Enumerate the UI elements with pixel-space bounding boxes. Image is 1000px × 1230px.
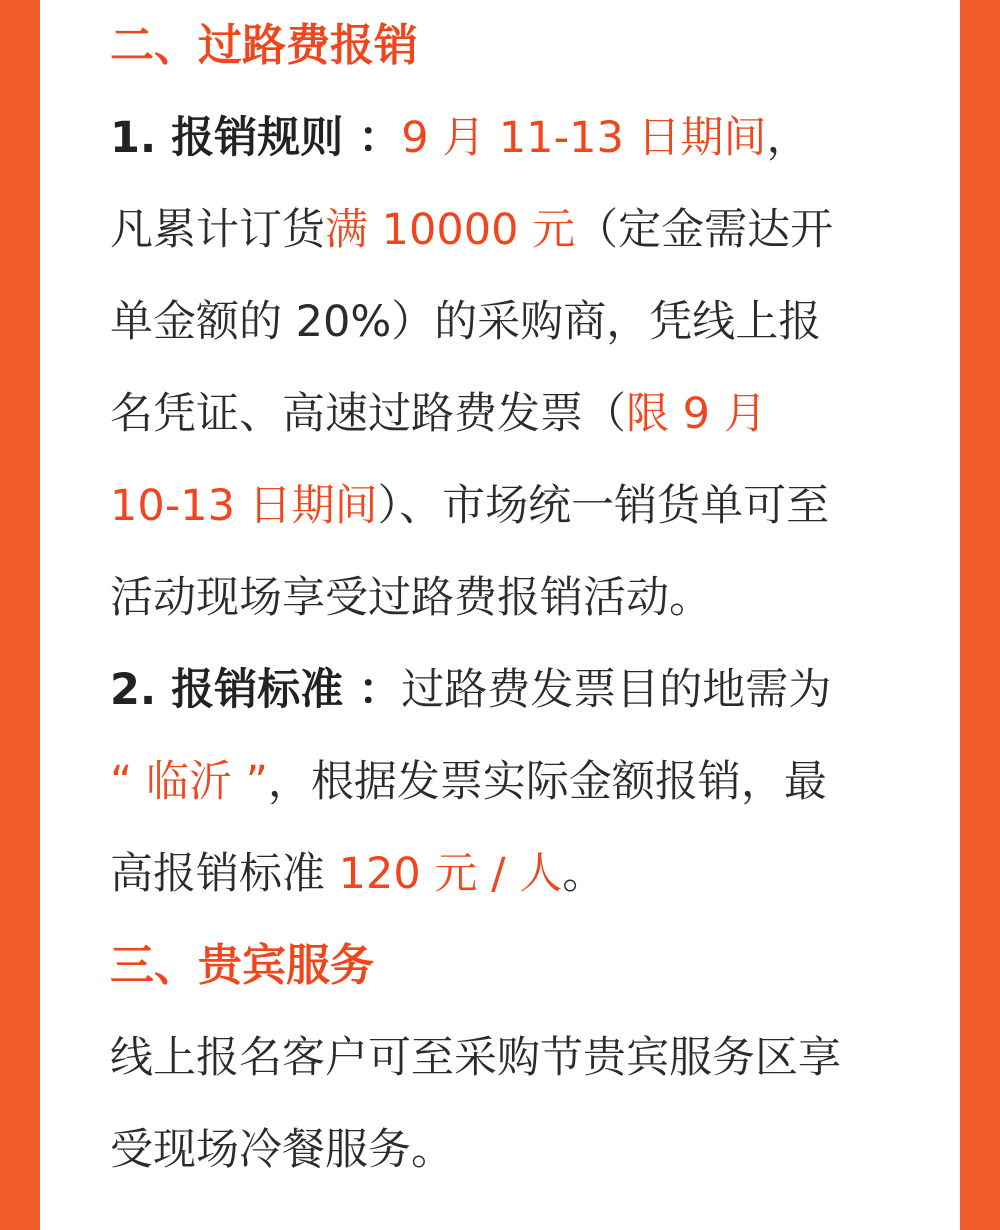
rule1-date-highlight: 9 月 11-13 日期间 xyxy=(401,113,767,163)
rule1-line-6: 活动现场享受过路费报销活动。 xyxy=(110,573,712,623)
text-segment: 高报销标准 xyxy=(110,849,339,899)
rule1-line-5 xyxy=(110,460,829,552)
rule2-label: 2. 报销标准 ： xyxy=(110,665,402,715)
vip-line-2: 受现场冷餐服务。 xyxy=(110,1125,454,1175)
section-title-vip-service: 三、贵宾服务 xyxy=(110,940,374,991)
text-segment: ）、市场统一销货单可至 xyxy=(377,481,830,531)
content-panel xyxy=(40,0,960,1230)
amount-highlight: 满 10000 元 xyxy=(325,205,576,255)
invoice-date-highlight-2: 10-13 日期间 xyxy=(110,481,378,531)
rule2-line-2 xyxy=(110,736,827,828)
rule2-line xyxy=(110,644,831,736)
rule1-line-3: 单金额的 20%）的采购商，凭线上报 xyxy=(110,297,822,347)
rule1-comma: ， xyxy=(766,113,810,163)
text-segment: 过路费发票目的地需为 xyxy=(401,665,832,715)
rule1-line-4 xyxy=(110,368,767,460)
text-segment: 凡累计订货 xyxy=(110,205,325,255)
rule1-label: 1. 报销规则 ： xyxy=(110,113,402,163)
text-segment: 。 xyxy=(562,849,606,899)
section-title-toll-reimbursement: 二、过路费报销 xyxy=(110,20,418,71)
text-segment: 名凭证、高速过路费发票（ xyxy=(110,389,626,439)
rule2-line-3 xyxy=(110,828,605,920)
rule1-line-2 xyxy=(110,184,833,276)
text-segment: ，根据发票实际金额报销，最 xyxy=(267,757,827,807)
text-segment: （定金需达开 xyxy=(575,205,834,255)
vip-line-1: 线上报名客户可至采购节贵宾服务区享 xyxy=(110,1033,841,1083)
max-amount-highlight: 120 元 / 人 xyxy=(338,849,563,899)
invoice-date-highlight: 限 9 月 xyxy=(626,389,767,439)
rule1-line xyxy=(110,92,810,184)
destination-highlight: “ 临沂 ” xyxy=(110,757,268,807)
